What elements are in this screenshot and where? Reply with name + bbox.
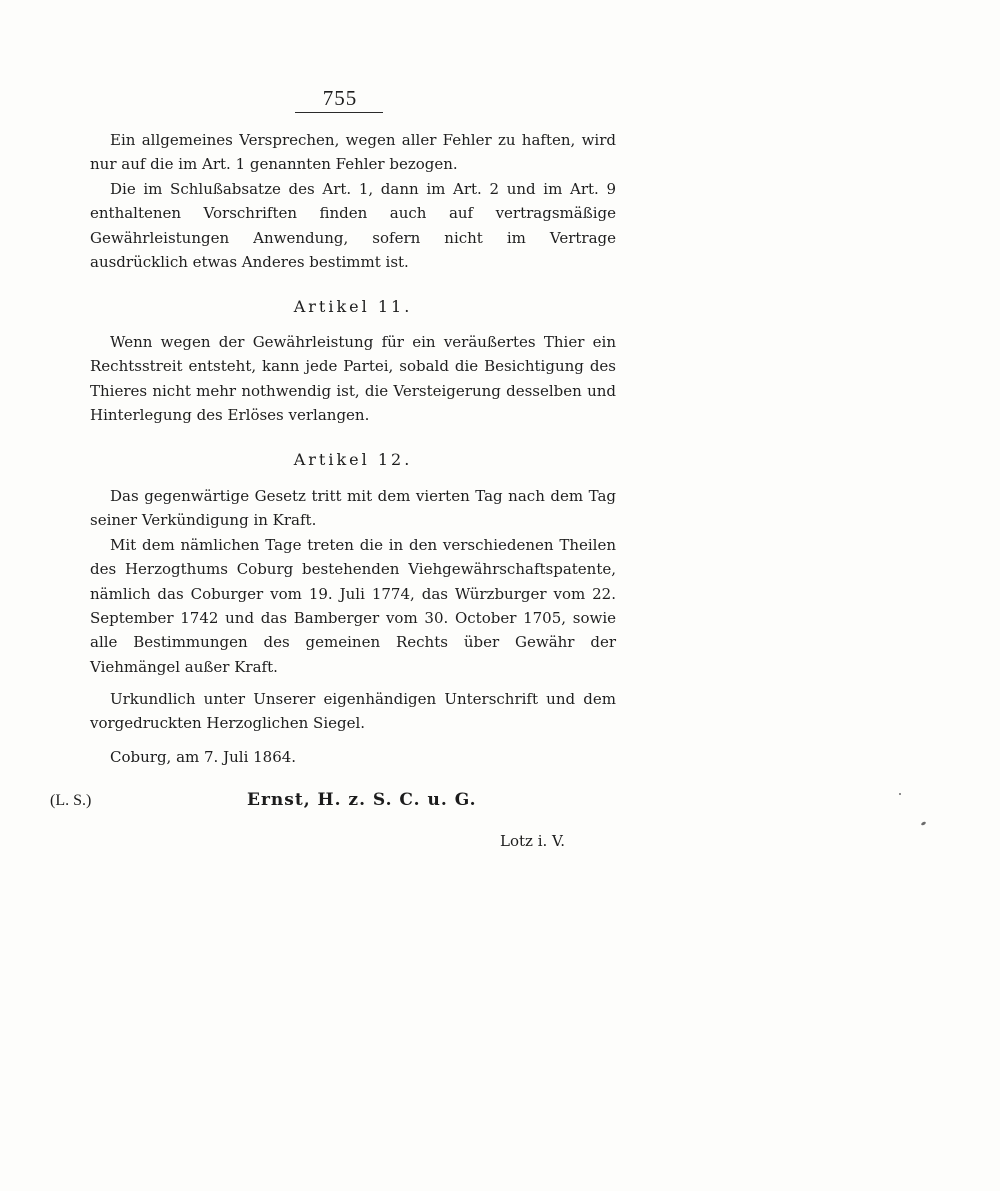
ducal-signature: Ernst, H. z. S. C. u. G.	[247, 790, 477, 810]
paragraph-general-promise: Ein allgemeines Versprechen, wegen aller Fehler zu haften, wird nur auf die im Art. 1 genannten Fehler bezogen.	[90, 131, 616, 174]
opening-provisions	[90, 128, 616, 274]
paragraph-article-11: Wenn wegen der Gewährleistung für ein veräußertes Thier ein Rechtsstreit entsteht, kann jede Partei, sobald die Besichtigung des Thieres nicht mehr nothwendig ist, die Versteigerung desselben und Hinterlegung des Erlöses verlangen.	[90, 333, 616, 425]
paragraph-entry-into-force: Das gegenwärtige Gesetz tritt mit dem vierten Tag nach dem Tag seiner Verkündigung in Kraft.	[90, 487, 616, 530]
article-11-body	[90, 330, 616, 428]
closing-formula	[90, 687, 616, 736]
countersignature: Lotz i. V.	[500, 832, 566, 850]
article-12-heading: Artikel 12.	[293, 450, 413, 469]
paragraph-contractual-warranty: Die im Schlußabsatze des Art. 1, dann im Art. 2 und im Art. 9 enthaltenen Vorschriften finden auch auf vertragsmäßige Gewährleistungen Anwendung, sofern nicht im Vertrage ausdrücklich etwas Anderes bestimmt ist.	[90, 179, 616, 272]
paragraph-repeal: Mit dem nämlichen Tage treten die in den verschiedenen Theilen des Herzogthums Coburg bestehenden Viehgewährschaftspatente, nämlich das Coburger vom 19. Juli 1774, das Würzburger vom 22. September 1742 und das Bamberger vom 30. October 1705, sowie alle Bestimmungen des gemeinen Rechts über Gewähr der Viehmängel außer Kraft.	[90, 535, 616, 676]
page-number: 755	[322, 86, 358, 110]
scan-speck	[921, 821, 927, 826]
scan-speck	[899, 793, 901, 795]
article-11-heading: Artikel 11.	[293, 297, 413, 316]
article-12-body	[90, 484, 616, 679]
place-and-date: Coburg, am 7. Juli 1864.	[110, 748, 297, 766]
page-number-rule	[295, 112, 383, 113]
paragraph-attestation: Urkundlich unter Unserer eigenhändigen Unterschrift und dem vorgedruckten Herzoglichen Siegel.	[90, 690, 616, 733]
seal-mark: (L. S.)	[50, 792, 92, 809]
